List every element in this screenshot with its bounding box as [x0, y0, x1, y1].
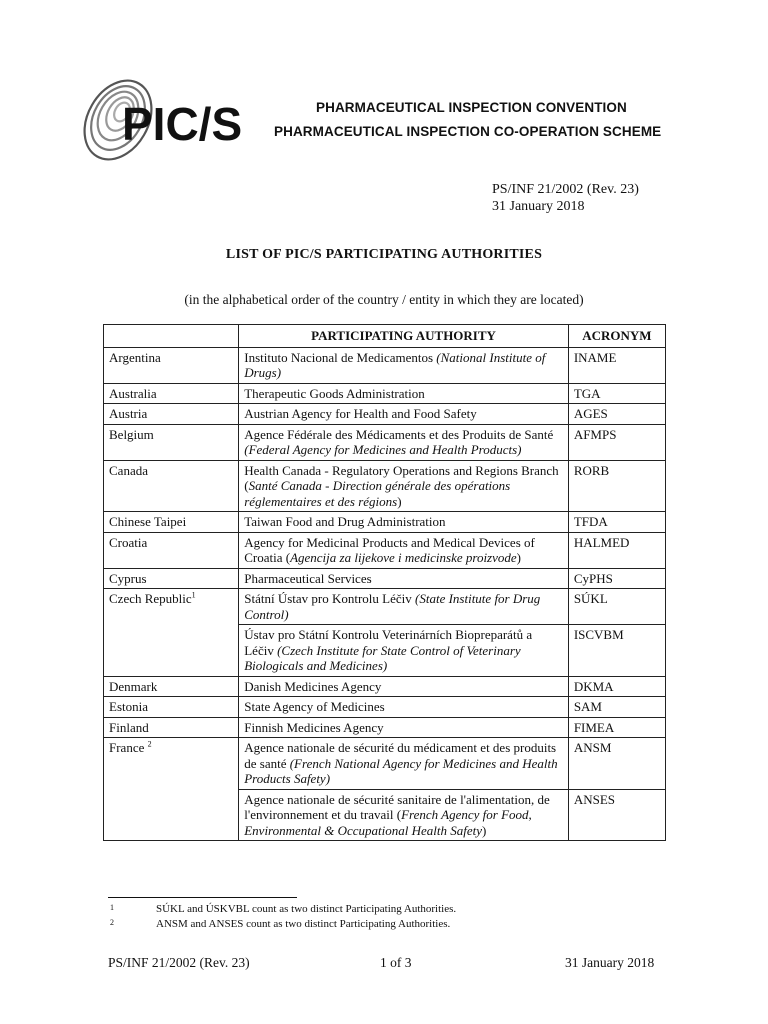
- table-row: [104, 460, 666, 512]
- document-title: LIST OF PIC/S PARTICIPATING AUTHORITIES: [225, 247, 543, 262]
- acronym-cell: HALMED: [568, 532, 665, 568]
- page-number: 1 of 3: [380, 955, 412, 970]
- acronym-cell: ANSES: [568, 789, 665, 841]
- country-cell: Chinese Taipei: [104, 512, 239, 533]
- table-row: [104, 589, 666, 625]
- document-reference: PS/INF 21/2002 (Rev. 23): [492, 182, 639, 197]
- acronym-cell: ANSM: [568, 738, 665, 790]
- country-cell: Argentina: [104, 347, 239, 383]
- table-row: [104, 512, 666, 533]
- acronym-cell: RORB: [568, 460, 665, 512]
- authority-cell: Pharmaceutical Services: [239, 568, 569, 589]
- svg-text:PIC/S: PIC/S: [122, 98, 243, 150]
- country-cell: Australia: [104, 383, 239, 404]
- table-row: [104, 568, 666, 589]
- footnote-divider: [108, 897, 297, 898]
- authority-cell: Instituto Nacional de Medicamentos (National Institute of Drugs): [239, 347, 569, 383]
- authorities-table: [103, 324, 666, 841]
- org-name-scheme: PHARMACEUTICAL INSPECTION CO-OPERATION SCHEME: [274, 124, 662, 139]
- country-cell: Austria: [104, 404, 239, 425]
- country-cell: Denmark: [104, 676, 239, 697]
- acronym-cell: AFMPS: [568, 424, 665, 460]
- footnote: 1 SÚKL and ÚSKVBL count as two distinct Participating Authorities.: [110, 903, 457, 915]
- table-row: [104, 738, 666, 790]
- header-acronym: ACRONYM: [568, 325, 665, 348]
- acronym-cell: INAME: [568, 347, 665, 383]
- country-cell: Czech Republic$^1$: [104, 589, 239, 677]
- org-name-convention: PHARMACEUTICAL INSPECTION CONVENTION: [316, 100, 627, 115]
- header-authority: PARTICIPATING AUTHORITY: [239, 325, 569, 348]
- acronym-cell: FIMEA: [568, 717, 665, 738]
- acronym-cell: SAM: [568, 697, 665, 718]
- acronym-cell: CyPHS: [568, 568, 665, 589]
- acronym-cell: TGA: [568, 383, 665, 404]
- table-row: [104, 532, 666, 568]
- footnote-marker: 1: [191, 590, 196, 600]
- table-row: [104, 347, 666, 383]
- table-row: [104, 676, 666, 697]
- country-cell: Croatia: [104, 532, 239, 568]
- authority-cell: Taiwan Food and Drug Administration: [239, 512, 569, 533]
- authority-cell: Health Canada - Regulatory Operations and Regions Branch (Santé Canada - Direction générale des opérations réglementaires et des régions): [239, 460, 569, 512]
- acronym-cell: DKMA: [568, 676, 665, 697]
- country-cell: Canada: [104, 460, 239, 512]
- authority-cell: Agence Fédérale des Médicaments et des Produits de Santé (Federal Agency for Medicines and Health Products): [239, 424, 569, 460]
- table-row: [104, 424, 666, 460]
- authority-cell: Agence nationale de sécurité sanitaire de l'alimentation, de l'environnement et du travail (French Agency for Food, Environmental & Occupational Health Safety): [239, 789, 569, 841]
- authority-cell: Agence nationale de sécurité du médicament et des produits de santé (French National Agency for Medicines and Health Products Safety): [239, 738, 569, 790]
- table-row: [104, 383, 666, 404]
- authority-cell: Finnish Medicines Agency: [239, 717, 569, 738]
- acronym-cell: SÚKL: [568, 589, 665, 625]
- footer-reference: PS/INF 21/2002 (Rev. 23): [108, 955, 250, 970]
- authority-cell: Therapeutic Goods Administration: [239, 383, 569, 404]
- country-cell: Finland: [104, 717, 239, 738]
- table-row: [104, 404, 666, 425]
- acronym-cell: ISCVBM: [568, 625, 665, 677]
- authority-cell: Austrian Agency for Health and Food Safety: [239, 404, 569, 425]
- acronym-cell: TFDA: [568, 512, 665, 533]
- country-cell: Estonia: [104, 697, 239, 718]
- acronym-cell: AGES: [568, 404, 665, 425]
- document-subtitle: (in the alphabetical order of the country / entity in which they are located): [184, 292, 584, 307]
- authority-cell: Ústav pro Státní Kontrolu Veterinárních Biopreparátů a Léčiv (Czech Institute for State Control of Veterinary Biologicals and Medicines): [239, 625, 569, 677]
- table-row: [104, 717, 666, 738]
- country-cell: Belgium: [104, 424, 239, 460]
- authority-cell: Danish Medicines Agency: [239, 676, 569, 697]
- document-date: 31 January 2018: [492, 199, 585, 214]
- country-cell: Cyprus: [104, 568, 239, 589]
- authority-cell: State Agency of Medicines: [239, 697, 569, 718]
- footnote-marker: 2: [147, 739, 152, 749]
- footnote: 2 ANSM and ANSES count as two distinct Participating Authorities.: [110, 918, 451, 930]
- authority-cell: Státní Ústav pro Kontrolu Léčiv (State Institute for Drug Control): [239, 589, 569, 625]
- pics-logo: [80, 68, 250, 170]
- header-country: [104, 325, 239, 348]
- authority-cell: Agency for Medicinal Products and Medical Devices of Croatia (Agencija za lijekove i medicinske proizvode): [239, 532, 569, 568]
- country-cell: France $^2$: [104, 738, 239, 841]
- footer-date: 31 January 2018: [565, 955, 655, 970]
- table-row: [104, 697, 666, 718]
- table-header-row: [104, 325, 666, 348]
